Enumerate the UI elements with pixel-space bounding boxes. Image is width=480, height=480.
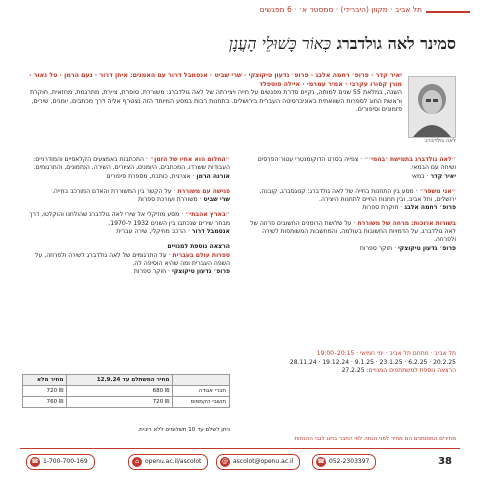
sessions-right-column (246, 156, 456, 260)
top-bar (0, 0, 480, 22)
top-accent-line (426, 11, 470, 13)
price-cell: ₪ 720 (23, 386, 67, 397)
contact-text: openu.ac.il/ascolot (145, 458, 202, 465)
title-main: סמינר לאה גולדברג (336, 34, 456, 53)
price-header-cell: מחיר המשתלם עד 12.9.24 (67, 375, 173, 386)
intro-section (22, 72, 402, 115)
course-breadcrumb: תל אביב · מקוון (היברידי) · סמסטר א׳ · 6 מפגשים (259, 5, 422, 14)
session-title: בשורות ארוכות: מרחה של משוררת (357, 219, 456, 227)
bonus-role: · חוקר ספרות (133, 268, 171, 276)
page-number: 38 (438, 456, 452, 467)
schedule-bonus-label: הרצאה נוספת למשתתפים המנויים: (366, 367, 456, 375)
session-role: · משוררת ועורכת ספרות (138, 196, 202, 204)
session-role: · חוקר ספרות (359, 244, 397, 252)
bonus-text: · על התרגומים של לאה גולדברג לשירה ולפרוזה, על השפה העברית ומה שהיא הוסיפה לה. (35, 251, 230, 267)
price-cell: חברי אגודה (173, 386, 230, 397)
schedule-location: תל אביב · מתחם תל אביב · ימי חמישי · 20:15–19:00 (316, 350, 456, 357)
session-role: · אצרנית, כותבת, מספרת סיפורים (106, 172, 195, 180)
title-row (26, 34, 456, 62)
contact-text: ascolot@openu.ac.il (233, 458, 294, 465)
session-person: שרי שביט (203, 196, 230, 204)
session-title: ״החלום הוא אחיו של הזמן״ (149, 156, 230, 163)
footer-divider (20, 448, 460, 449)
session-text: · מסע בין התחנות בחייה של לאה גולדברג: קנוגסברג, קובנה, ירושלים, ותל אביב, ובין תחנות החיים לתחנות היצירה. (259, 187, 456, 204)
session-item (246, 188, 456, 213)
web-icon: ⌂ (132, 457, 142, 467)
session-item (246, 156, 456, 181)
session-person: אורנה הרמן (196, 172, 230, 180)
table-row (23, 397, 230, 408)
session-person: פרופ׳ רחמה אלבג (404, 204, 456, 212)
lecturers-list: יאיר קדר · פרופ׳ רחמה אלבג · פרופ׳ גדעון טיקוצקי · שרי שביט · אנסמבל דרור עם האמנים: איתן דרור · נעם הרמן · טל נאור · מורן קסורו עקרבי · אמיר עמרמי · איילה פוספלד (29, 72, 402, 88)
price-cell: ₪ 680 (67, 386, 173, 397)
schedule-bonus-date: 27.2.25 (341, 367, 365, 375)
session-text: · צפייה בסרט הדוקומנטרי עטור הפרסים ושיחה עם הבמאי. (257, 156, 456, 172)
bonus-subtitle: ספרות עולם בעברית (172, 251, 230, 259)
session-text: · על הקשר בין המשוררת והאדם המורכב בחייה. (52, 187, 176, 195)
session-role: · הרכב מוזיקלי, שירה עברית (116, 228, 190, 236)
session-role: · במאי (411, 172, 429, 180)
price-table-header (23, 375, 230, 386)
footer-note: מחירים המסומנים הם מחיר לפני הנחה לפי החבר בחוג לגבי ההנחות (294, 436, 456, 442)
schedule-dates: 20.2.25 · 6.2.25 · 23.1.25 · 9.1.25 · 19.12.24 · 28.11.24 (289, 358, 456, 366)
session-text: · מסע מוזיקלי אל שירי לאה גולדברג שהולחנו והוקלטו, דרך מבחר שירים שנכתבו בין השנים 1932 ל-1970. (29, 211, 230, 227)
session-person: אנסמבל דרור (191, 228, 230, 236)
price-cell: ₪ 720 (67, 397, 173, 408)
title-hebrew: כְּאוֹר כָּשׁוּלֵי הָעֲנָן (228, 34, 332, 53)
intro-text: השנה, במלאת 55 שנים למותה, נקיים סדרת מפגשים על חייה ויצירתה של לאה גולדברג: משוררת, סופרת, ציירת, מתרגמת, מחזאית, חוקרת וראשת החוג לספרות השוואתית באוניברסיטה העברית בירושלים. בתחנות רבות במסע המיוחד הזה נצטרף אליה דרך מכתבים, יומנים, שירים, פזמונים וסיפורים. (29, 89, 402, 114)
photo-caption: לאה גולדברג (425, 138, 456, 144)
session-title: פגישה עם משוררת (177, 187, 230, 195)
session-item (24, 188, 230, 205)
contact-email[interactable] (216, 454, 300, 470)
price-note: ניתן לשלם עד 10 תשלומים ללא ריבית. (137, 427, 230, 433)
email-icon: @ (222, 458, 228, 465)
portrait-photo (408, 76, 456, 138)
price-table (22, 374, 230, 408)
session-title: ״אני משפר״ (419, 187, 456, 195)
bonus-title: הרצאה נוספת למנויים (167, 243, 230, 251)
schedule-bonus (246, 367, 456, 376)
contact-phone[interactable] (312, 454, 376, 470)
price-header-cell (173, 375, 230, 386)
bonus-session (24, 243, 230, 276)
contact-website[interactable] (128, 454, 208, 470)
session-item (24, 211, 230, 236)
session-title: ״בארץ אהבתי״ (185, 211, 230, 219)
session-text: · התכתבות באמצעים הקלאסיים והמודרניים: העבודות ששרדו, המכתבים, היומנים, הציורים, השירה, הפזמונים, והתרגומים. (33, 156, 230, 172)
contact-phone-secondary[interactable] (26, 454, 95, 470)
contact-text: 1-700-700-169 (43, 458, 88, 465)
session-person: יאיר קדר (430, 172, 456, 180)
schedule-block (246, 350, 456, 376)
session-item (246, 220, 456, 253)
price-cell: תושבי הקמפוס (173, 397, 230, 408)
session-text: · על שלושת הרומנים החשובים פרוזה של לאה גולדברג, על הדמויות החשובות בעולמה, והמחשבות המשותפות לשירה ולפרוזה. (250, 219, 456, 244)
phone-icon: ☎ (317, 458, 325, 465)
price-cell: ₪ 760 (23, 397, 67, 408)
session-person: פרופ׳ גדעון טיקוצקי (397, 244, 456, 252)
session-role: · חוקרת ספרות (362, 204, 403, 212)
session-item (24, 156, 230, 181)
bonus-person: פרופ׳ גדעון טיקוצקי (171, 268, 230, 276)
phone2-icon: ☎ (31, 458, 39, 465)
sessions-left-column (24, 156, 230, 284)
session-title: ״לאה גולדברג בתמישת ׳בהמי׳״ (364, 156, 456, 163)
table-row (23, 386, 230, 397)
portrait-icon (409, 77, 455, 137)
page-title (229, 34, 456, 54)
price-header-cell: מחיר מלא (23, 375, 67, 386)
contact-text: 052-2303397 (329, 458, 370, 465)
